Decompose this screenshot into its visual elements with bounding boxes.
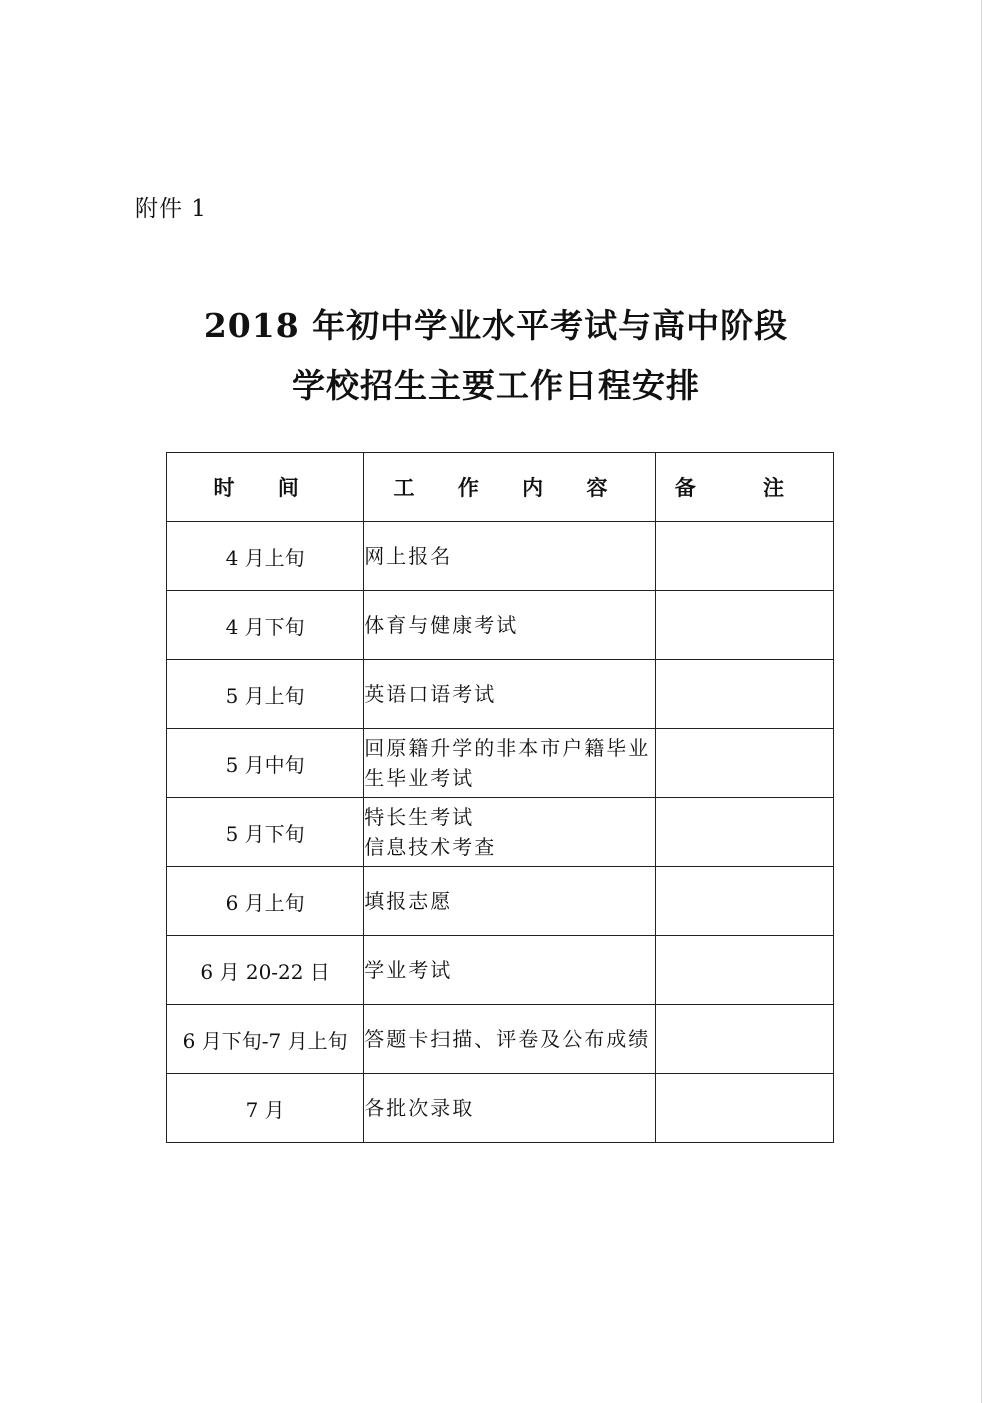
header-time: 时 间 [167, 453, 364, 522]
cell-note [655, 798, 833, 867]
header-work: 工 作 内 容 [364, 453, 655, 522]
cell-time: 6 月 20-22 日 [167, 936, 364, 1005]
cell-work: 特长生考试 信息技术考查 [364, 798, 655, 867]
cell-time: 6 月上旬 [167, 867, 364, 936]
cell-work: 答题卡扫描、评卷及公布成绩 [364, 1005, 655, 1074]
cell-time: 7 月 [167, 1074, 364, 1143]
cell-work: 学业考试 [364, 936, 655, 1005]
cell-work: 填报志愿 [364, 867, 655, 936]
cell-time: 5 月上旬 [167, 660, 364, 729]
cell-work: 体育与健康考试 [364, 591, 655, 660]
cell-work: 各批次录取 [364, 1074, 655, 1143]
table-row [167, 936, 834, 1005]
cell-work: 网上报名 [364, 522, 655, 591]
table-row [167, 660, 834, 729]
table-row [167, 1074, 834, 1143]
cell-time: 4 月上旬 [167, 522, 364, 591]
cell-time: 6 月下旬-7 月上旬 [167, 1005, 364, 1074]
cell-note [655, 729, 833, 798]
cell-time: 5 月下旬 [167, 798, 364, 867]
table-header-row [167, 453, 834, 522]
attachment-label: 附件 1 [135, 196, 207, 222]
cell-note [655, 1074, 833, 1143]
cell-time: 5 月中旬 [167, 729, 364, 798]
table-row [167, 1005, 834, 1074]
cell-note [655, 1005, 833, 1074]
cell-time: 4 月下旬 [167, 591, 364, 660]
document-title-line-2: 学校招生主要工作日程安排 [292, 366, 700, 405]
cell-note [655, 660, 833, 729]
cell-work: 英语口语考试 [364, 660, 655, 729]
table-row [167, 798, 834, 867]
table-row [167, 867, 834, 936]
table-row [167, 522, 834, 591]
table-row [167, 729, 834, 798]
schedule-table [166, 452, 834, 1143]
cell-note [655, 522, 833, 591]
cell-note [655, 591, 833, 660]
document-title-line-1: 2018 年初中学业水平考试与高中阶段 [203, 306, 789, 345]
cell-note [655, 867, 833, 936]
table-row [167, 591, 834, 660]
header-note: 备 注 [655, 453, 833, 522]
cell-work: 回原籍升学的非本市户籍毕业生毕业考试 [364, 729, 655, 798]
cell-note [655, 936, 833, 1005]
scan-edge-line [981, 0, 982, 1403]
